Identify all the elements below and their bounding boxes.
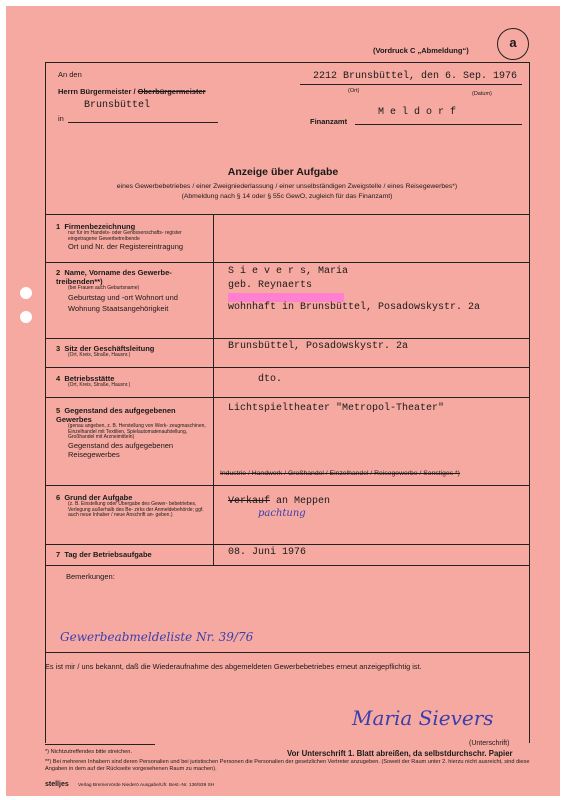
punch-hole-bottom bbox=[20, 311, 32, 323]
corner-letter-badge bbox=[497, 28, 529, 60]
row-3-label: 3 Sitz der Geschäftsleitung (Ort, Kreis, Straße, Hausnr.) bbox=[56, 344, 155, 358]
form-subtitle-1: eines Gewerbebetriebes / einer Zweigniederlassung / einer unselbständigen Zweigstelle / eines Reisegewerbes*) bbox=[116, 183, 458, 190]
signature-instruction: Vor Unterschrift 1. Blatt abreißen, da selbstdurchschr. Papier bbox=[287, 749, 513, 758]
row-5-value: Lichtspieltheater "Metropol-Theater" bbox=[228, 403, 445, 414]
remarks-handwritten: Gewerbeabmeldeliste Nr. 39/76 bbox=[60, 630, 254, 644]
place-date-value: 2212 Brunsbüttel, den 6. Sep. 1976 bbox=[313, 71, 518, 82]
signature-caption: (Unterschrift) bbox=[469, 740, 510, 747]
footnote-2: **) Bei mehreren Inhabern sind deren Personalien und bei juristischen Personen die Personalien der gesetzlichen Vertreter anzugeben. (Soweit der Raum unter 2. hierzu nicht ausreicht, sind diese Angaben in dem auf der Rückseite vorgesehenen Raum zu machen). bbox=[45, 759, 530, 772]
row-2-name-value: S i e v e r s, Maria bbox=[228, 266, 349, 277]
form-variant-label: (Vordruck C „Abmeldung“) bbox=[373, 46, 469, 55]
form-subtitle-2: (Abmeldung nach § 14 oder § 55c GewO, zugleich für das Finanzamt) bbox=[181, 193, 393, 200]
redaction-bar bbox=[228, 293, 344, 302]
in-label: in bbox=[58, 114, 64, 123]
row-7-value: 08. Juni 1976 bbox=[228, 547, 307, 558]
footnote-1: *) Nichtzutreffendes bitte streichen. bbox=[45, 749, 132, 755]
datum-label: (Datum) bbox=[472, 91, 492, 97]
row-4-label: 4 Betriebsstätte (Ort, Kreis, Straße, Hausnr.) bbox=[56, 374, 131, 388]
row-4-value: dto. bbox=[258, 374, 283, 385]
punch-hole-top bbox=[20, 287, 32, 299]
finanzamt-value: M e l d o r f bbox=[378, 107, 457, 118]
row-6-value: Verkauf an Meppen bbox=[228, 496, 331, 507]
finanzamt-label: Finanzamt bbox=[310, 117, 348, 126]
row-3-value: Brunsbüttel, Posadowskystr. 2a bbox=[228, 341, 409, 352]
row-6-label: 6 Grund der Aufgabe (z. B. Einstellung oder Übergabe des Gewer- bebetriebes, Verlegung außerhalb des Be- zirks der Anmeldebehörde; ggf. auch neue Inhaber / neue Anschrift an- geben.) bbox=[56, 493, 204, 518]
row-5-categories: Industrie / Handwerk / Großhandel / Einzelhandel / Reisegewerbe / Sonstiges *) bbox=[220, 470, 460, 477]
notice-text: Es ist mir / uns bekannt, daß die Wiederaufnahme des abgemeldeten Gewerbebetriebes erneut anzeigepflichtig ist. bbox=[45, 662, 422, 671]
row-5-label: 5 Gegenstand des aufgegebenen Gewerbes (genau angeben, z. B. Herstellung von Werk- zeugmaschinen, Einzelhandel mit Textilien, Spielautomatenaufstellung, Großhandel mit Arzneimitteln) Gegenstand des aufgegebenen Reisegewerbes bbox=[56, 406, 206, 459]
ort-label: (Ort) bbox=[348, 88, 360, 94]
row-2-address-value: wohnhaft in Brunsbüttel, Posadowskystr. 2a bbox=[228, 302, 481, 313]
publisher-line: Verlag Bremervörde Niederö Ausgabe/Ufr. Best.-Nr. 136/939 SH bbox=[78, 783, 215, 788]
herrn-label: Herrn Bürgermeister / Oberbürgermeister bbox=[58, 87, 206, 96]
an-den-label: An den bbox=[58, 70, 82, 79]
signature: Maria Sievers bbox=[352, 706, 494, 730]
publisher-brand: stelljes bbox=[45, 781, 69, 788]
form-title: Anzeige über Aufgabe bbox=[227, 166, 339, 178]
row-6-handwritten: pachtung bbox=[258, 508, 306, 519]
corner-letter: a bbox=[509, 35, 517, 50]
row-2-label: 2 Name, Vorname des Gewerbe- treibenden**) (bei Frauen auch Geburtsname) Geburtstag und -ort Wohnort und Wohnung Staatsangehörigkeit bbox=[56, 268, 178, 313]
town-value: Brunsbüttel bbox=[84, 100, 151, 111]
remarks-label: Bemerkungen: bbox=[66, 572, 115, 581]
row-1-label: 1 Firmenbezeichnung nur für im Handels- oder Genossenschafts- register eingetragene Gewerbetreibende Ort und Nr. der Registereintragung bbox=[56, 222, 184, 251]
row-7-label: 7 Tag der Betriebsaufgabe bbox=[56, 550, 152, 559]
row-2-birthname-value: geb. Reynaerts bbox=[228, 280, 313, 291]
